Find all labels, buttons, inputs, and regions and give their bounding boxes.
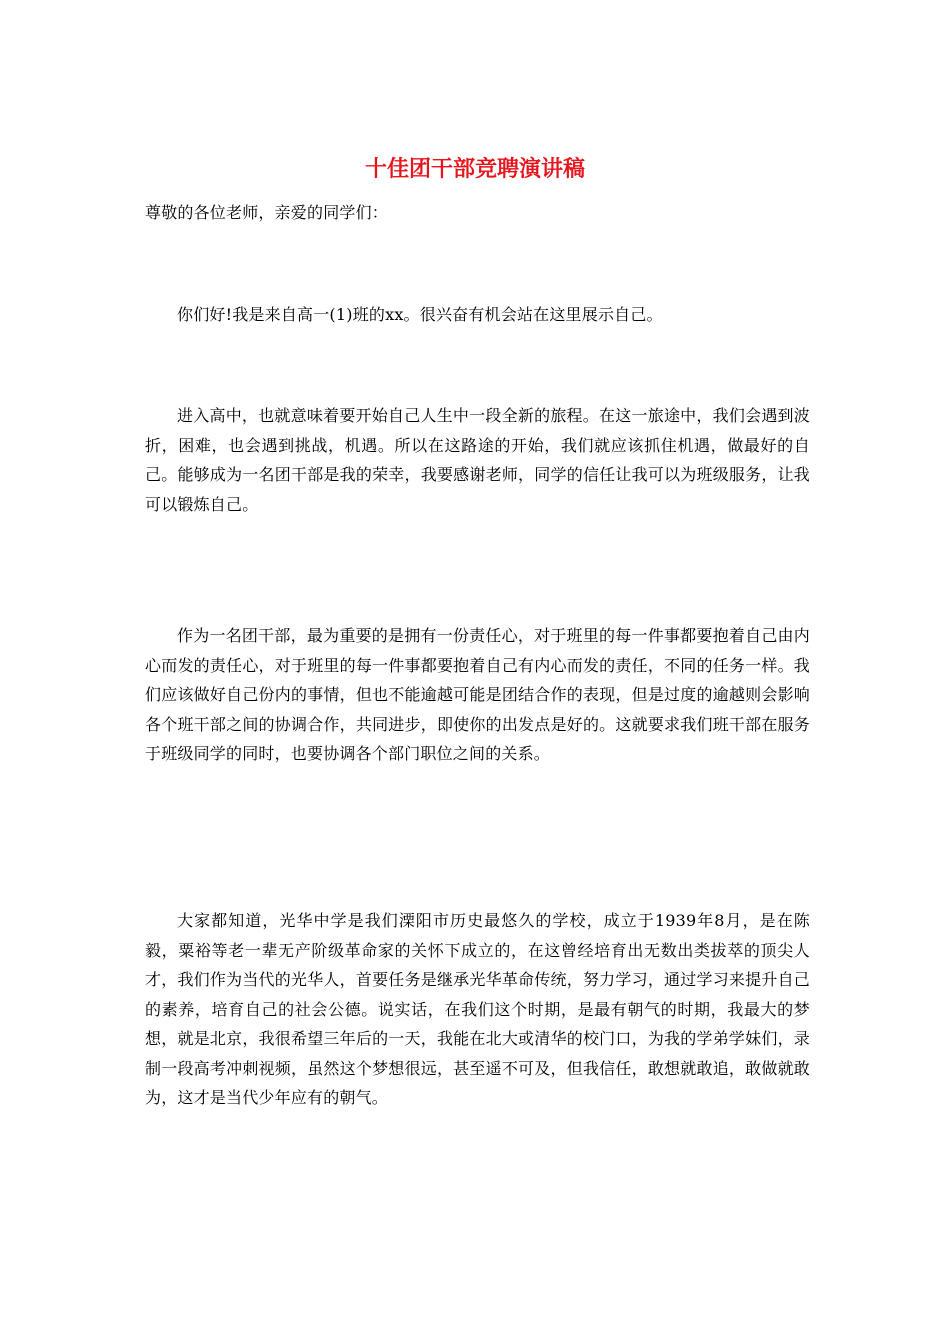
paragraph-block-4: [145, 906, 810, 1113]
paragraph-block-3: [145, 621, 810, 769]
salutation-block: [145, 198, 810, 228]
salutation: 尊敬的各位老师，亲爱的同学们：: [145, 203, 389, 222]
paragraph-greeting: 你们好!我是来自高一(1)班的xx。很兴奋有机会站在这里展示自己。: [177, 305, 663, 324]
paragraph-high-school: 进入高中，也就意味着要开始自己人生中一段全新的旅程。在这一旅途中，我们会遇到波折，困难，也会遇到挑战，机遇。所以在这路途的开始，我们就应该抓住机遇，做最好的自己。能够成为一名团干部是我的荣幸，我要感谢老师，同学的信任让我可以为班级服务，让我可以锻炼自己。: [145, 406, 810, 514]
paragraph-responsibility: 作为一名团干部，最为重要的是拥有一份责任心，对于班里的每一件事都要抱着自己由内心而发的责任心，对于班里的每一件事都要抱着自己有内心而发的责任，不同的任务一样。我们应该做好自己份内的事情，但也不能逾越可能是团结合作的表现，但是过度的逾越则会影响各个班干部之间的协调合作，共同进步，即使你的出发点是好的。这就要求我们班干部在服务于班级同学的同时，也要协调各个部门职位之间的关系。: [145, 626, 810, 763]
document-title: 十佳团干部竞聘演讲稿: [364, 156, 585, 182]
paragraph-school-history: 大家都知道，光华中学是我们溧阳市历史最悠久的学校，成立于1939年8月，是在陈毅，粟裕等老一辈无产阶级革命家的关怀下成立的，在这曾经培育出无数出类拔萃的顶尖人才，我们作为当代的光华人，首要任务是继承光华革命传统，努力学习，通过学习来提升自己的素养，培育自己的社会公德。说实话，在我们这个时期，是最有朝气的时期，我最大的梦想，就是北京，我很希望三年后的一天，我能在北大或清华的校门口，为我的学弟学妹们，录制一段高考冲刺视频，虽然这个梦想很远，甚至遥不可及，但我信任，敢想就敢追，敢做就敢为，这才是当代少年应有的朝气。: [145, 911, 810, 1107]
paragraph-block-2: [145, 401, 810, 519]
paragraph-block-1: [145, 300, 810, 330]
